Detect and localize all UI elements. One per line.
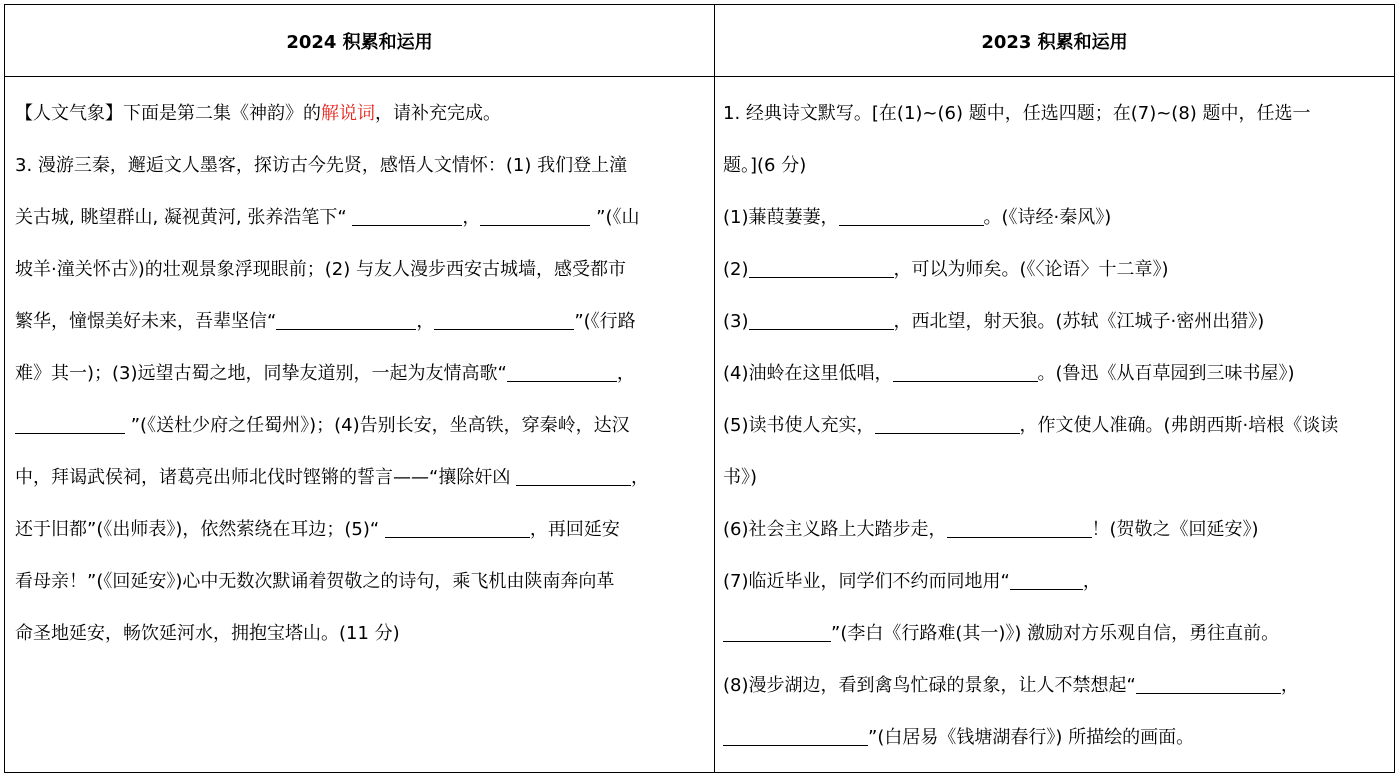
text-line [723, 504, 1391, 556]
text-line [723, 712, 1391, 764]
text-segment: 看母亲！”(《回延安》)心中无数次默诵着贺敬之的诗句，乘飞机由陕南奔向革 [15, 571, 615, 592]
text-segment: ，可以为师矣。(《〈论语〉十二章》) [893, 259, 1169, 280]
text-line [15, 608, 709, 660]
answer-blank[interactable] [875, 413, 1020, 434]
text-segment: (5)读书使人充实， [723, 415, 875, 436]
comparison-table [4, 4, 1395, 773]
text-segment: ，再回延安 [529, 519, 620, 540]
text-segment: 坡羊·潼关怀古》)的壮观景象浮现眼前；(2) 与友人漫步西安古城墙，感受都市 [15, 259, 626, 280]
answer-blank[interactable] [276, 309, 416, 330]
text-segment: ， [631, 467, 650, 488]
text-segment: ”(李白《行路难(其一)》) 激励对方乐观自信，勇往直前。 [831, 623, 1280, 644]
text-line [723, 400, 1391, 452]
text-line [15, 296, 709, 348]
text-segment: ，作文使人准确。(弗朗西斯·培根《谈读 [1019, 415, 1339, 436]
text-line [723, 192, 1391, 244]
text-segment: ”(白居易《钱塘湖春行》) 所描绘的画面。 [868, 727, 1195, 748]
text-segment: 繁华，憧憬美好未来，吾辈坚信“ [15, 311, 277, 332]
intro-suffix: ，请补充完成。 [375, 103, 501, 124]
text-line [15, 504, 709, 556]
text-line [15, 556, 709, 608]
text-segment: (3) [723, 311, 749, 332]
text-line [723, 348, 1391, 400]
cell-2023-content [723, 77, 1391, 764]
text-segment: (4)油蛉在这里低唱， [723, 363, 893, 384]
answer-blank[interactable] [1136, 673, 1281, 694]
text-line [723, 660, 1391, 712]
text-line [15, 244, 709, 296]
text-line [723, 140, 1391, 192]
text-line [15, 192, 709, 244]
text-segment: 中，拜谒武侯祠，诸葛亮出师北伐时铿锵的誓言——“攘除奸凶 [15, 467, 517, 488]
text-segment: ， [616, 363, 635, 384]
intro-highlight: 解说词 [321, 103, 375, 124]
question-1-text [723, 88, 1391, 764]
text-segment: 。(《诗经·秦风》) [983, 207, 1112, 228]
answer-blank[interactable] [15, 413, 125, 434]
answer-blank[interactable] [434, 309, 574, 330]
text-line [723, 88, 1391, 140]
answer-blank[interactable] [947, 517, 1092, 538]
text-segment: ！(贺敬之《回延安》) [1091, 519, 1259, 540]
text-segment: 关古城, 眺望群山, 凝视黄河, 张养浩笔下“ [15, 207, 353, 228]
answer-blank[interactable] [749, 257, 894, 278]
answer-blank[interactable] [507, 361, 617, 382]
text-segment: 3. 漫游三秦，邂逅文人墨客，探访古今先贤，感悟人文情怀：(1) 我们登上潼 [15, 155, 628, 176]
text-segment: 命圣地延安，畅饮延河水，拥抱宝塔山。(11 分) [15, 623, 400, 644]
question-3-text [15, 140, 709, 660]
header-2024: 2024 积累和运用 [286, 31, 433, 53]
answer-blank[interactable] [1010, 569, 1083, 590]
text-segment: 题。](6 分) [723, 155, 807, 176]
column-divider [714, 5, 715, 772]
answer-blank[interactable] [723, 621, 831, 642]
text-segment: 书》) [723, 467, 758, 488]
text-line [723, 244, 1391, 296]
text-segment: (1)蒹葭萋萋， [723, 207, 839, 228]
text-segment: 。(鲁迅《从百草园到三味书屋》) [1037, 363, 1295, 384]
text-segment: ，西北望，射天狼。(苏轼《江城子·密州出猎》) [893, 311, 1265, 332]
text-line [15, 348, 709, 400]
text-segment: ， [462, 207, 481, 228]
text-segment: (6)社会主义路上大踏步走， [723, 519, 947, 540]
answer-blank[interactable] [480, 205, 590, 226]
text-line [723, 556, 1391, 608]
text-segment: (8)漫步湖边，看到禽鸟忙碌的景象，让人不禁想起“ [723, 675, 1136, 696]
text-line [723, 608, 1391, 660]
text-segment: 1. 经典诗文默写。[在(1)~(6) 题中，任选四题；在(7)~(8) 题中，任选一 [723, 103, 1311, 124]
text-segment: ”(《山 [590, 207, 640, 228]
text-segment: ， [1082, 571, 1101, 592]
text-segment: ”(《行路 [574, 311, 636, 332]
answer-blank[interactable] [385, 517, 530, 538]
cell-2024-content [15, 77, 709, 660]
answer-blank[interactable] [839, 205, 984, 226]
answer-blank[interactable] [749, 309, 894, 330]
answer-blank[interactable] [352, 205, 462, 226]
text-line [723, 296, 1391, 348]
answer-blank[interactable] [893, 361, 1038, 382]
text-line [723, 452, 1391, 504]
text-line [15, 140, 709, 192]
text-line [15, 452, 709, 504]
text-segment: ”(《送杜少府之任蜀州》)；(4)告别长安，坐高铁，穿秦岭，达汉 [125, 415, 630, 436]
header-2023: 2023 积累和运用 [981, 31, 1128, 53]
text-segment: ， [1280, 675, 1299, 696]
intro-prefix: 【人文气象】下面是第二集《神韵》的 [15, 103, 321, 124]
answer-blank[interactable] [516, 465, 631, 486]
text-segment: 还于旧都”(《出师表》)，依然萦绕在耳边；(5)“ [15, 519, 385, 540]
text-segment: (2) [723, 259, 749, 280]
text-segment: 难》其一)；(3)远望古蜀之地，同挚友道别，一起为友情高歌“ [15, 363, 507, 384]
answer-blank[interactable] [723, 725, 868, 746]
text-segment: (7)临近毕业，同学们不约而同地用“ [723, 571, 1010, 592]
text-segment: ， [416, 311, 435, 332]
intro-line [15, 88, 709, 140]
text-line [15, 400, 709, 452]
